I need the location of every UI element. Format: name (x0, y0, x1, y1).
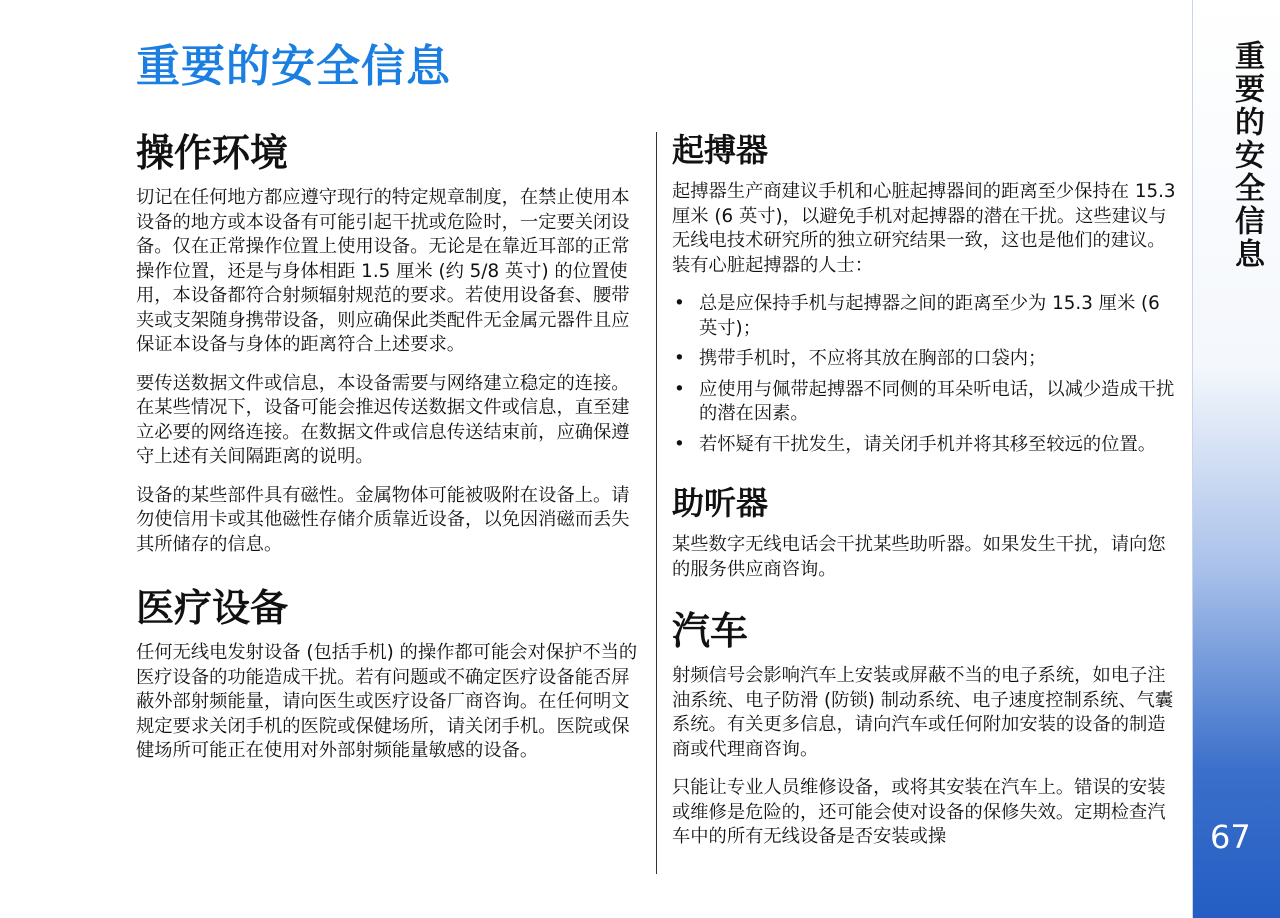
operating-environment-paragraph-1: 切记在任何地方都应遵守现行的特定规章制度，在禁止使用本设备的地方或本设备有可能引起干扰或危险时，一定要关闭设备。仅在正常操作位置上使用设备。无论是在靠近耳部的正常操作位置，还是与身体相距 1.5 厘米 (约 5/8 英寸) 的位置使用，本设备都符合射频辐射规范的要求。若使用设备套、腰带夹或支架随身携带设备，则应确保此类配件无金属元器件且应保证本设备与身体的距离符合上述要求。 (136, 187, 630, 355)
bullet-icon: • (674, 378, 685, 400)
page-title: 重要的安全信息 (136, 41, 451, 92)
list-item (672, 378, 1178, 427)
vehicle-paragraph-2: 只能让专业人员维修设备，或将其安装在汽车上。错误的安装或维修是危险的，还可能会使对设备的保修失效。定期检查汽车中的所有无线设备是否安装或操 (672, 777, 1166, 847)
operating-environment-paragraph-2: 要传送数据文件或信息，本设备需要与网络建立稳定的连接。在某些情况下，设备可能会推迟传送数据文件或信息，直至建立必要的网络连接。在数据文件或信息传送结束前，应确保遵守上述有关间隔距离的说明。 (136, 372, 630, 467)
bullet-icon: • (674, 433, 685, 455)
hearing-aid-section (672, 481, 1178, 582)
medical-devices-paragraph: 任何无线电发射设备 (包括手机) 的操作都可能会对保护不当的医疗设备的功能造成干扰。若有问题或不确定医疗设备能否屏蔽外部射频能量，请向医生或医疗设备厂商咨询。在任何明文规定要求关闭手机的医院或保健场所，请关闭手机。医院或保健场所可能正在使用对外部射频能量敏感的设备。 (136, 642, 638, 761)
operating-environment-section (136, 128, 640, 557)
list-item-text: 携带手机时，不应将其放在胸部的口袋内； (699, 348, 1047, 369)
list-item (672, 433, 1178, 458)
right-column (672, 128, 1178, 864)
side-tab-title: 重要的安全信息 (1229, 40, 1264, 271)
pacemaker-heading: 起搏器 (672, 131, 769, 169)
pacemaker-paragraph: 起搏器生产商建议手机和心脏起搏器间的距离至少保持在 15.3 厘米 (6 英寸)，以避免手机对起搏器的潜在干扰。这些建议与无线电技术研究所的独立研究结果一致，这也是他们的建议。装有心脏起搏器的人士： (672, 181, 1176, 276)
vehicle-heading: 汽车 (672, 609, 749, 653)
left-column (136, 128, 640, 778)
hearing-aid-heading: 助听器 (672, 484, 769, 522)
vehicle-paragraph-1: 射频信号会影响汽车上安装或屏蔽不当的电子系统，如电子注油系统、电子防滑 (防锁) 制动系统、电子速度控制系统、气囊系统。有关更多信息，请向汽车或任何附加安装的设备的制造商或代理商咨询。 (672, 665, 1174, 760)
list-item-text: 总是应保持手机与起搏器之间的距离至少为 15.3 厘米 (6 英寸)； (699, 293, 1160, 339)
column-divider (656, 132, 657, 874)
page-number: 67 (1210, 818, 1251, 856)
list-item (672, 292, 1178, 341)
bullet-icon: • (674, 293, 685, 314)
list-item (672, 347, 1178, 372)
medical-devices-heading: 医疗设备 (136, 586, 289, 630)
pacemaker-bullet-list (672, 292, 1178, 457)
pacemaker-section (672, 128, 1178, 457)
hearing-aid-paragraph: 某些数字无线电话会干扰某些助听器。如果发生干扰，请向您的服务供应商咨询。 (672, 534, 1166, 580)
operating-environment-heading: 操作环境 (136, 131, 289, 175)
operating-environment-paragraph-3: 设备的某些部件具有磁性。金属物体可能被吸附在设备上。请勿使信用卡或其他磁性存储介质靠近设备，以免因消磁而丢失其所储存的信息。 (136, 484, 630, 555)
vehicle-section (672, 606, 1178, 850)
list-item-text: 应使用与佩带起搏器不同侧的耳朵听电话，以减少造成干扰的潜在因素。 (699, 378, 1175, 424)
medical-devices-section (136, 583, 640, 764)
list-item-text: 若怀疑有干扰发生，请关闭手机并将其移至较远的位置。 (699, 433, 1157, 455)
bullet-icon: • (674, 348, 685, 369)
